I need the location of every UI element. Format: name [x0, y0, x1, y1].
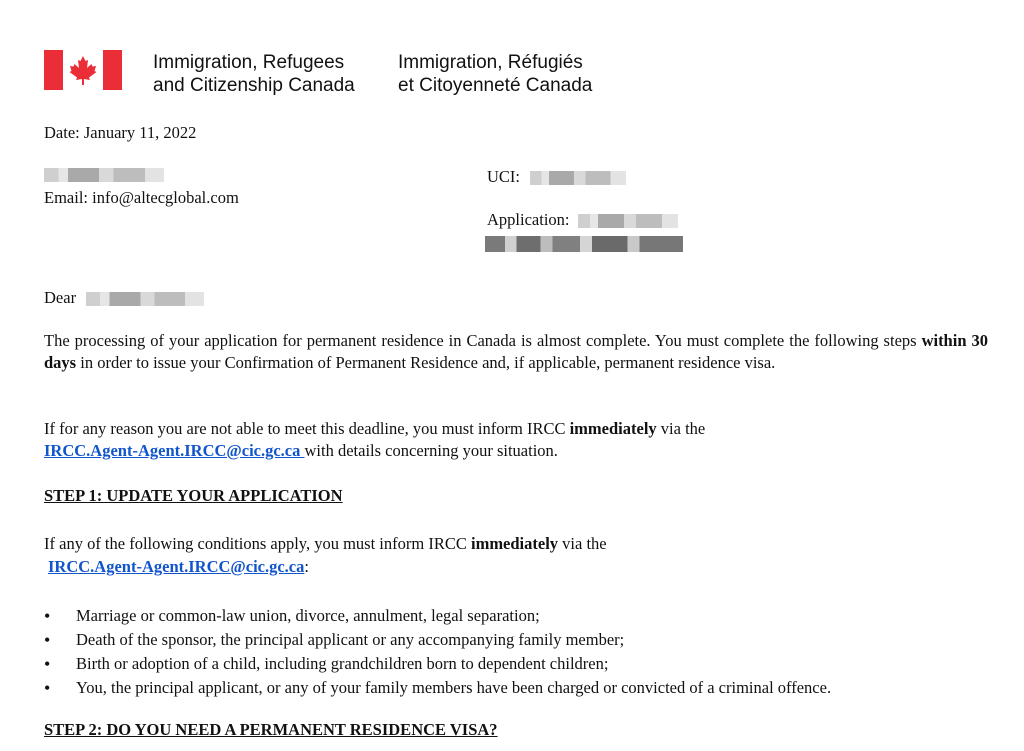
step1-colon: :	[304, 557, 309, 576]
step1-text-c: via the	[558, 534, 607, 553]
agent-email-link[interactable]: IRCC.Agent-Agent.IRCC@cic.gc.ca	[44, 441, 305, 460]
redacted-salutation-name	[86, 292, 204, 306]
deadline-text-c: via the	[656, 419, 706, 438]
deadline-immediately: immediately	[569, 419, 657, 438]
uci-line	[487, 166, 626, 188]
step1-heading: STEP 1: UPDATE YOUR APPLICATION	[44, 486, 343, 505]
intro-text-c: in order to issue your Confirmation of Permanent Residence and, if applicable, permanent residence visa.	[76, 353, 776, 372]
agency-name-fr-line1: Immigration, Réfugiés	[398, 52, 583, 73]
agency-name-fr-line2: et Citoyenneté Canada	[398, 75, 593, 96]
step1-paragraph-line2	[48, 556, 309, 578]
redacted-name	[44, 168, 164, 182]
application-line	[487, 209, 678, 231]
agency-name-en	[153, 51, 355, 97]
salutation	[44, 287, 204, 309]
list-item: • You, the principal applicant, or any of your family members have been charged or convicted of a criminal offence.	[44, 676, 831, 700]
deadline-text-d: with details concerning your situation.	[304, 441, 558, 460]
intro-text-a: The processing of your application for permanent residence in Canada is almost complete. You must complete the following steps	[44, 331, 922, 350]
recipient-email: Email: info@altecglobal.com	[44, 188, 239, 207]
agency-name-en-line2: and Citizenship Canada	[153, 75, 355, 96]
intro-deadline: within 30 days	[44, 331, 988, 372]
step1-paragraph-line1	[44, 533, 607, 555]
intro-paragraph	[44, 330, 988, 374]
application-number-redacted	[485, 232, 683, 254]
list-item: • Birth or adoption of a child, including grandchildren born to dependent children;	[44, 652, 831, 676]
uci-label: UCI:	[487, 167, 520, 186]
list-item: • Marriage or common-law union, divorce, annulment, legal separation;	[44, 604, 831, 628]
letter-date: Date: January 11, 2022	[44, 123, 197, 142]
redacted-uci	[530, 171, 626, 185]
deadline-paragraph-line1	[44, 418, 705, 440]
redacted-application	[578, 214, 678, 228]
application-label: Application:	[487, 210, 570, 229]
salutation-label: Dear	[44, 288, 77, 307]
step1-immediately: immediately	[470, 534, 559, 553]
step1-email-link[interactable]: IRCC.Agent-Agent.IRCC@cic.gc.ca	[48, 557, 305, 576]
agency-name-en-line1: Immigration, Refugees	[153, 52, 345, 73]
conditions-list	[44, 604, 831, 700]
recipient-name-redacted	[44, 163, 164, 185]
step1-text-a: If any of the following conditions apply, you must inform IRCC	[44, 534, 471, 553]
deadline-text-a: If for any reason you are not able to meet this deadline, you must inform IRCC	[44, 419, 570, 438]
redacted-application-number	[485, 236, 683, 252]
agency-name-fr	[398, 51, 592, 97]
list-item: • Death of the sponsor, the principal applicant or any accompanying family member;	[44, 628, 831, 652]
deadline-paragraph-line2	[44, 440, 558, 462]
step2-heading: STEP 2: DO YOU NEED A PERMANENT RESIDENCE VISA?	[44, 720, 498, 739]
canada-flag-icon	[44, 50, 122, 90]
